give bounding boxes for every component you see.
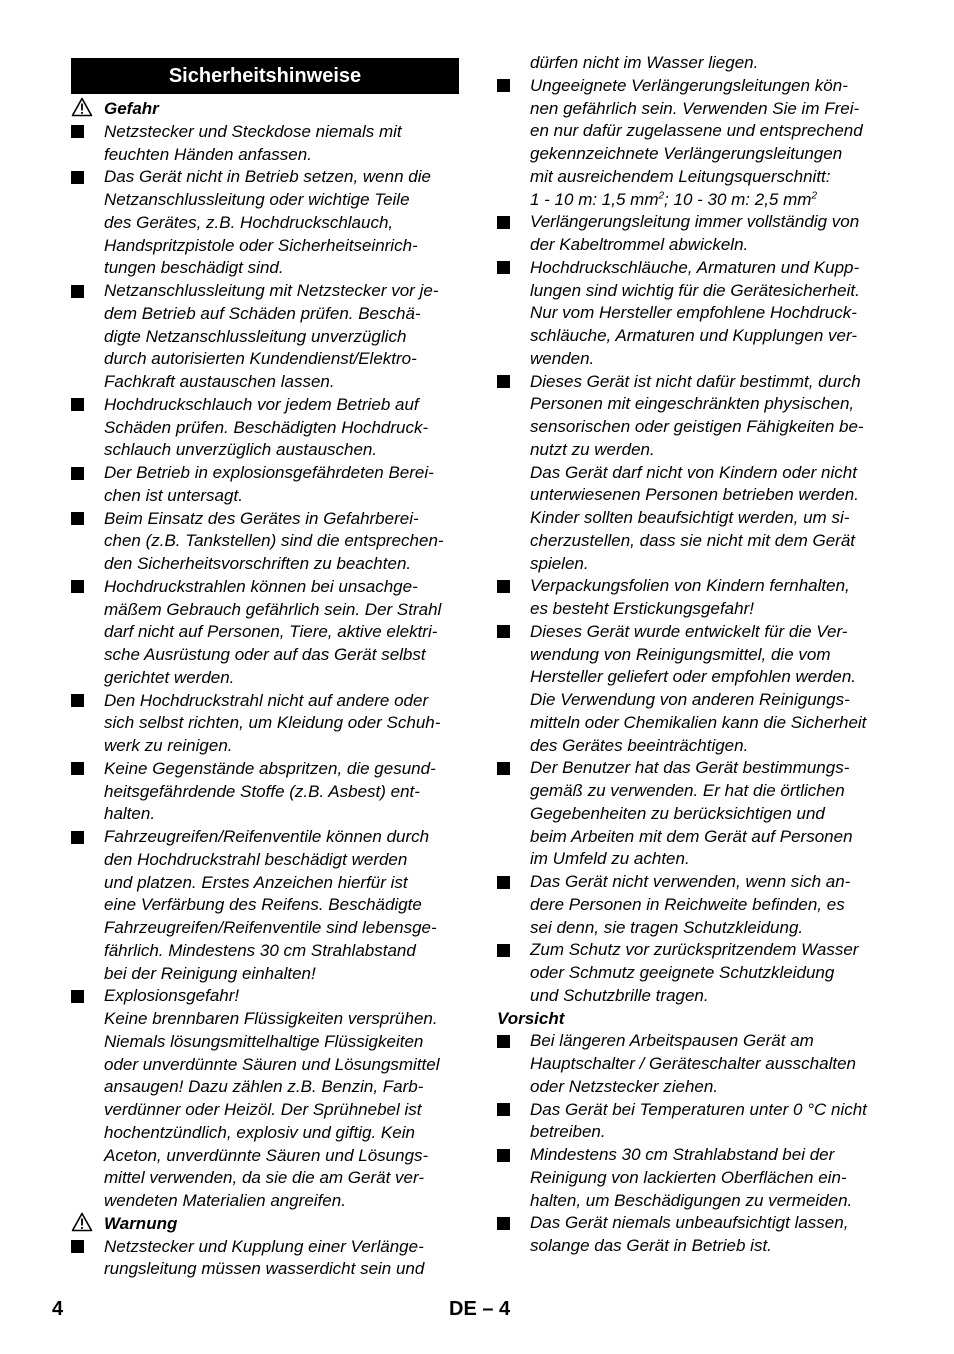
superscript: 2 bbox=[811, 189, 817, 201]
text-line: Netzstecker und Kupplung einer Verlänge- bbox=[104, 1236, 424, 1256]
text-line: Das Gerät nicht verwenden, wenn sich an- bbox=[530, 872, 851, 891]
text-line: mit ausreichendem Leitungsquerschnitt: bbox=[530, 166, 831, 186]
text-line: Mindestens 30 cm Strahlabstand bei der bbox=[530, 1145, 835, 1164]
text-line: oder Schmutz geeignete Schutzkleidung bbox=[530, 963, 835, 982]
superscript: 2 bbox=[658, 189, 665, 201]
text-line: Zum Schutz vor zurückspritzendem Wasser bbox=[530, 940, 859, 960]
warning-triangle-icon bbox=[71, 1212, 93, 1232]
text-line: nutzt zu werden. bbox=[530, 439, 655, 459]
text-line: darf nicht auf Personen, Tiere, aktive elektri- bbox=[104, 622, 438, 642]
text-line: Hochdruckschläuche, Armaturen und Kupp- bbox=[530, 257, 860, 277]
bullet-marker bbox=[497, 216, 510, 229]
bullet-marker bbox=[71, 831, 84, 844]
page-label: DE – 4 bbox=[449, 1298, 511, 1320]
text-line: und platzen. Erstes Anzeichen hierfür ist bbox=[104, 872, 408, 892]
text-line: oder Netzstecker ziehen. bbox=[530, 1076, 719, 1096]
text-line: wenden. bbox=[530, 348, 595, 368]
text-line: es besteht Erstickungsgefahr! bbox=[530, 599, 754, 618]
text-line: des Gerätes beeinträchtigen. bbox=[530, 735, 749, 755]
bullet-marker bbox=[71, 1240, 84, 1253]
text-line: fährlich. Mindestens 30 cm Strahlabstand bbox=[104, 940, 416, 960]
text-line: gekennzeichnete Verlängerungsleitungen bbox=[530, 144, 843, 163]
text-line: Explosionsgefahr! bbox=[104, 986, 240, 1006]
bullet-marker bbox=[497, 1217, 510, 1230]
bullet-marker bbox=[497, 1149, 510, 1162]
text-line: rungsleitung müssen wasserdicht sein und bbox=[104, 1259, 425, 1279]
text-line: verdünner oder Heizöl. Der Sprühnebel ist bbox=[104, 1100, 422, 1119]
text-line: wendeten Materialien angreifen. bbox=[104, 1191, 346, 1210]
text-line: werk zu reinigen. bbox=[104, 736, 233, 755]
text-line: Dieses Gerät ist nicht dafür bestimmt, durch bbox=[530, 371, 861, 391]
text-line: Keine brennbaren Flüssigkeiten versprühen. bbox=[104, 1009, 438, 1028]
bullet-marker bbox=[497, 876, 510, 889]
bullet-marker bbox=[71, 512, 84, 525]
text-line: sich selbst richten, um Kleidung oder Schuh- bbox=[104, 713, 441, 733]
text-line: Das Gerät darf nicht von Kindern oder nicht bbox=[530, 462, 857, 482]
text-line: Kinder sollten beaufsichtigt werden, um si- bbox=[530, 508, 850, 527]
text-line: digte Netzanschlussleitung unverzüglich bbox=[104, 326, 407, 346]
bullet-marker bbox=[497, 79, 510, 92]
text-line: den Sicherheitsvorschriften zu beachten. bbox=[104, 554, 412, 573]
bullet-marker bbox=[71, 285, 84, 298]
text-line: Das Gerät niemals unbeaufsichtigt lassen, bbox=[530, 1213, 849, 1233]
bullet-marker bbox=[71, 990, 84, 1003]
text-line: der Kabeltrommel abwickeln. bbox=[530, 235, 749, 254]
text-line: Netzstecker und Steckdose niemals mit bbox=[104, 121, 402, 141]
spec-text: ; 10 - 30 m: 2,5 mm bbox=[664, 189, 812, 209]
bullet-marker bbox=[497, 944, 510, 957]
text-line: nen gefährlich sein. Verwenden Sie im Frei- bbox=[530, 98, 860, 118]
text-line: Der Betrieb in explosionsgefährdeten Berei- bbox=[104, 463, 434, 482]
text-line: Keine Gegenstände abspritzen, die gesund- bbox=[104, 758, 436, 778]
text-line: Den Hochdruckstrahl nicht auf andere oder bbox=[104, 690, 429, 710]
text-line: mäßem Gebrauch gefährlich sein. Der Strahl bbox=[104, 599, 442, 619]
page-number: 4 bbox=[52, 1298, 64, 1320]
text-line: cherzustellen, dass sie nicht mit dem Gerät bbox=[530, 530, 856, 550]
text-line: Verpackungsfolien von Kindern fernhalten, bbox=[530, 576, 850, 596]
bullet-marker bbox=[497, 580, 510, 593]
bullet-marker bbox=[497, 1103, 510, 1116]
bullet-marker bbox=[71, 694, 84, 707]
text-line: Dieses Gerät wurde entwickelt für die Ver- bbox=[530, 621, 848, 641]
warning-heading: Gefahr bbox=[104, 99, 159, 118]
bullet-marker bbox=[497, 762, 510, 775]
bullet-marker bbox=[71, 125, 84, 138]
bullet-marker bbox=[71, 467, 84, 480]
text-line: chen (z.B. Tankstellen) sind die entsprechen- bbox=[104, 531, 444, 551]
text-line: dem Betrieb auf Schäden prüfen. Beschä- bbox=[104, 303, 421, 323]
text-line: Niemals lösungsmittelhaltige Flüssigkeiten bbox=[104, 1031, 424, 1051]
text-line: tungen beschädigt sind. bbox=[104, 258, 284, 278]
text-line: gemäß zu verwenden. Er hat die örtlichen bbox=[530, 781, 845, 800]
text-line: Fahrzeugreifen/Reifenventile sind lebensge- bbox=[104, 918, 437, 937]
warning-heading: Warnung bbox=[104, 1213, 178, 1233]
text-line: Reinigung von lackierten Oberflächen ein- bbox=[530, 1167, 847, 1187]
text-line: Fachkraft austauschen lassen. bbox=[104, 372, 335, 391]
text-line: heitsgefährdende Stoffe (z.B. Asbest) ent- bbox=[104, 781, 420, 801]
section-title: Sicherheitshinweise bbox=[71, 58, 459, 94]
text-line: mittel verwenden, da sie die am Gerät ver- bbox=[104, 1168, 424, 1188]
text-line: sche Ausrüstung oder auf das Gerät selbst bbox=[104, 645, 426, 664]
cable-cross-section-spec bbox=[530, 189, 817, 211]
text-line: Hersteller geliefert oder empfohlen werden. bbox=[530, 667, 857, 687]
text-line: halten, um Beschädigungen zu vermeiden. bbox=[530, 1190, 853, 1210]
bullet-marker bbox=[71, 171, 84, 184]
text-line: Beim Einsatz des Gerätes in Gefahrberei- bbox=[104, 508, 419, 528]
bullet-marker bbox=[497, 625, 510, 638]
text-line: oder unverdünnte Säuren und Lösungsmittel bbox=[104, 1054, 440, 1074]
text-line: Handspritzpistole oder Sicherheitseinrich- bbox=[104, 235, 418, 255]
text-line: Nur vom Hersteller empfohlene Hochdruck- bbox=[530, 303, 857, 323]
text-line: mitteln oder Chemikalien kann die Sicherheit bbox=[530, 712, 867, 732]
text-line: Netzanschlussleitung mit Netzstecker vor je- bbox=[104, 281, 439, 300]
text-line: im Umfeld zu achten. bbox=[530, 849, 690, 869]
text-line: hochentzündlich, explosiv und giftig. Kein bbox=[104, 1122, 415, 1142]
text-line: halten. bbox=[104, 804, 156, 824]
text-line: en nur dafür zugelassene und entsprechend bbox=[530, 121, 863, 141]
text-line: Gegebenheiten zu berücksichtigen und bbox=[530, 803, 825, 823]
text-line: eine Verfärbung des Reifens. Beschädigte bbox=[104, 895, 422, 915]
bullet-marker bbox=[71, 580, 84, 593]
text-line: wendung von Reinigungsmittel, die vom bbox=[530, 644, 831, 664]
bullet-marker bbox=[71, 762, 84, 775]
text-line: beim Arbeiten mit dem Gerät auf Personen bbox=[530, 826, 853, 846]
caution-heading: Vorsicht bbox=[497, 1008, 565, 1028]
bullet-marker bbox=[497, 1035, 510, 1048]
bullet-marker bbox=[497, 375, 510, 388]
text-line: sensorischen oder geistigen Fähigkeiten be- bbox=[530, 417, 864, 436]
text-line: Das Gerät nicht in Betrieb setzen, wenn die bbox=[104, 167, 431, 187]
text-line: schlauch unverzüglich austauschen. bbox=[104, 440, 378, 460]
text-line: Hochdruckstrahlen können bei unsachge- bbox=[104, 576, 418, 596]
text-line: und Schutzbrille tragen. bbox=[530, 985, 709, 1005]
text-line: den Hochdruckstrahl beschädigt werden bbox=[104, 849, 408, 869]
text-line: Verlängerungsleitung immer vollständig von bbox=[530, 212, 860, 232]
warning-triangle-icon bbox=[71, 97, 93, 117]
text-line: bei der Reinigung einhalten! bbox=[104, 963, 316, 983]
text-line: Die Verwendung von anderen Reinigungs- bbox=[530, 690, 850, 709]
bullet-marker bbox=[497, 261, 510, 274]
text-line: Hauptschalter / Geräteschalter ausschalten bbox=[530, 1054, 857, 1073]
spec-text: 1 - 10 m: 1,5 mm bbox=[530, 189, 659, 209]
text-line: feuchten Händen anfassen. bbox=[104, 144, 312, 164]
text-line: ansaugen! Dazu zählen z.B. Benzin, Farb- bbox=[104, 1077, 424, 1097]
text-line: Schäden prüfen. Beschädigten Hochdruck- bbox=[104, 417, 429, 437]
text-line: Netzanschlussleitung oder wichtige Teile bbox=[104, 190, 410, 209]
text-line: schläuche, Armaturen und Kupplungen ver- bbox=[530, 326, 857, 345]
text-line: lungen sind wichtig für die Gerätesicherheit. bbox=[530, 280, 860, 300]
text-line: durch autorisierten Kundendienst/Elektro- bbox=[104, 349, 417, 369]
bullet-marker bbox=[71, 398, 84, 411]
text-line: Ungeeignete Verlängerungsleitungen kön- bbox=[530, 75, 848, 95]
text-line: Das Gerät bei Temperaturen unter 0 °C nicht bbox=[530, 1099, 867, 1119]
text-line: betreiben. bbox=[530, 1122, 606, 1142]
text-line: chen ist untersagt. bbox=[104, 485, 243, 505]
text-line: Der Benutzer hat das Gerät bestimmungs- bbox=[530, 758, 850, 778]
text-line: des Gerätes, z.B. Hochdruckschlauch, bbox=[104, 212, 394, 232]
text-line: spielen. bbox=[530, 553, 589, 573]
text-line: Personen mit eingeschränkten physischen, bbox=[530, 394, 855, 414]
text-line: Bei längeren Arbeitspausen Gerät am bbox=[530, 1031, 814, 1051]
text-line: sei denn, sie tragen Schutzkleidung. bbox=[530, 917, 804, 937]
text-line: gerichtet werden. bbox=[104, 667, 235, 687]
text-line: solange das Gerät in Betrieb ist. bbox=[530, 1236, 772, 1255]
text-line: Aceton, unverdünnte Säuren und Lösungs- bbox=[104, 1145, 429, 1165]
text-line: dere Personen in Reichweite befinden, es bbox=[530, 894, 845, 914]
text-line: Hochdruckschlauch vor jedem Betrieb auf bbox=[104, 394, 419, 414]
text-line: Fahrzeugreifen/Reifenventile können durch bbox=[104, 827, 430, 846]
text-line: dürfen nicht im Wasser liegen. bbox=[530, 53, 759, 72]
text-line: unterwiesenen Personen betrieben werden. bbox=[530, 485, 859, 505]
